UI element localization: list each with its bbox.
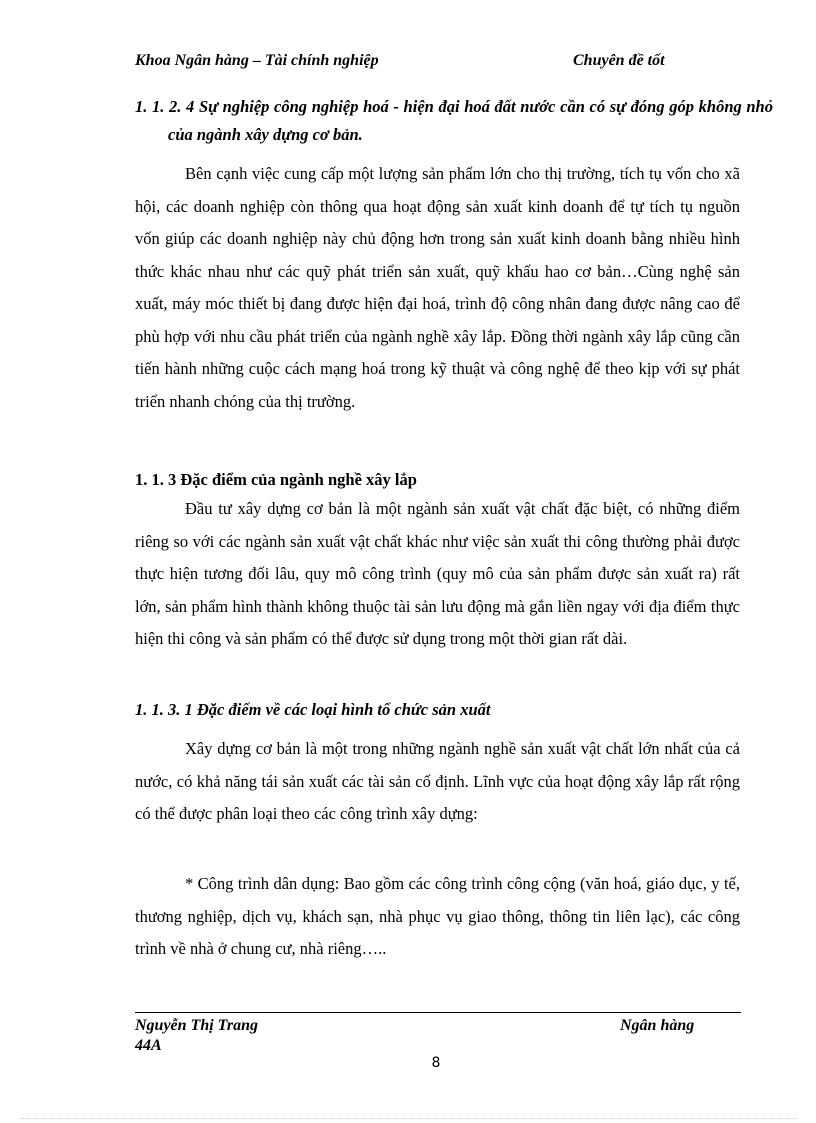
page-number: 8: [431, 1055, 441, 1071]
footer-divider: [135, 1012, 741, 1013]
paragraph-4: * Công trình dân dụng: Bao gồm các công trình công cộng (văn hoá, giáo dục, y tế, thương nghiệp, dịch vụ, khách sạn, nhà phục vụ giao thông, thông tin liên lạc), các công trình về nhà ở chung cư, nhà riêng…..: [135, 874, 740, 958]
header-doc-type: Chuyên đề tốt: [573, 52, 665, 69]
section-heading-1-1-3-1: 1. 1. 3. 1 Đặc điểm về các loại hình tổ chức sản xuất: [135, 700, 491, 719]
paragraph-1: Bên cạnh việc cung cấp một lượng sản phẩm lớn cho thị trường, tích tụ vốn cho xã hội, các doanh nghiệp còn thông qua hoạt động sản xuất kinh doanh để tự tích tụ nguồn vốn giúp các doanh nghiệp này chủ động hơn trong sản xuất kinh doanh bằng nhiều hình thức khác nhau như các quỹ phát triển sản xuất, quỹ khấu hao cơ bản…Cùng nghệ sản xuất, máy móc thiết bị đang được hiện đại hoá, trình độ công nhân đang được nâng cao để phù hợp với nhu cầu phát triển của ngành nghề xây lắp. Đồng thời ngành xây lắp cũng cần tiến hành những cuộc cách mạng hoá trong kỹ thuật và công nghệ để theo kịp với sự phát triển nhanh chóng của thị trường.: [135, 164, 740, 411]
section-heading-1-1-2-4: 1. 1. 2. 4 Sự nghiệp công nghiệp hoá - hiện đại hoá đất nước cần có sự đóng góp không nhỏ của ngành xây dựng cơ bản.: [135, 97, 773, 144]
page-bottom-edge: [20, 1118, 796, 1119]
footer-major: Ngân hàng: [620, 1017, 695, 1034]
paragraph-2: Đầu tư xây dựng cơ bản là một ngành sản xuất vật chất đặc biệt, có những điểm riêng so với các ngành sản xuất vật chất khác như việc sản xuất thi công thường phải được thực hiện tương đối lâu, quy mô công trình (quy mô của sản phẩm được sản xuất ra) rất lớn, sản phẩm hình thành không thuộc tài sản lưu động mà gắn liền ngay với địa điểm thực hiện thi công và sản phẩm có thể được sử dụng trong một thời gian rất dài.: [135, 499, 740, 648]
header-department: Khoa Ngân hàng – Tài chính nghiệp: [135, 52, 379, 69]
paragraph-3: Xây dựng cơ bản là một trong những ngành nghề sản xuất vật chất lớn nhất của cả nước, có khả năng tái sản xuất các tài sản cố định. Lĩnh vực của hoạt động xây lắp rất rộng có thể được phân loại theo các công trình xây dựng:: [135, 739, 740, 823]
footer-author: Nguyễn Thị Trang 44A: [135, 1017, 258, 1054]
section-heading-1-1-3: 1. 1. 3 Đặc điểm của ngành nghề xây lắp: [135, 470, 417, 489]
